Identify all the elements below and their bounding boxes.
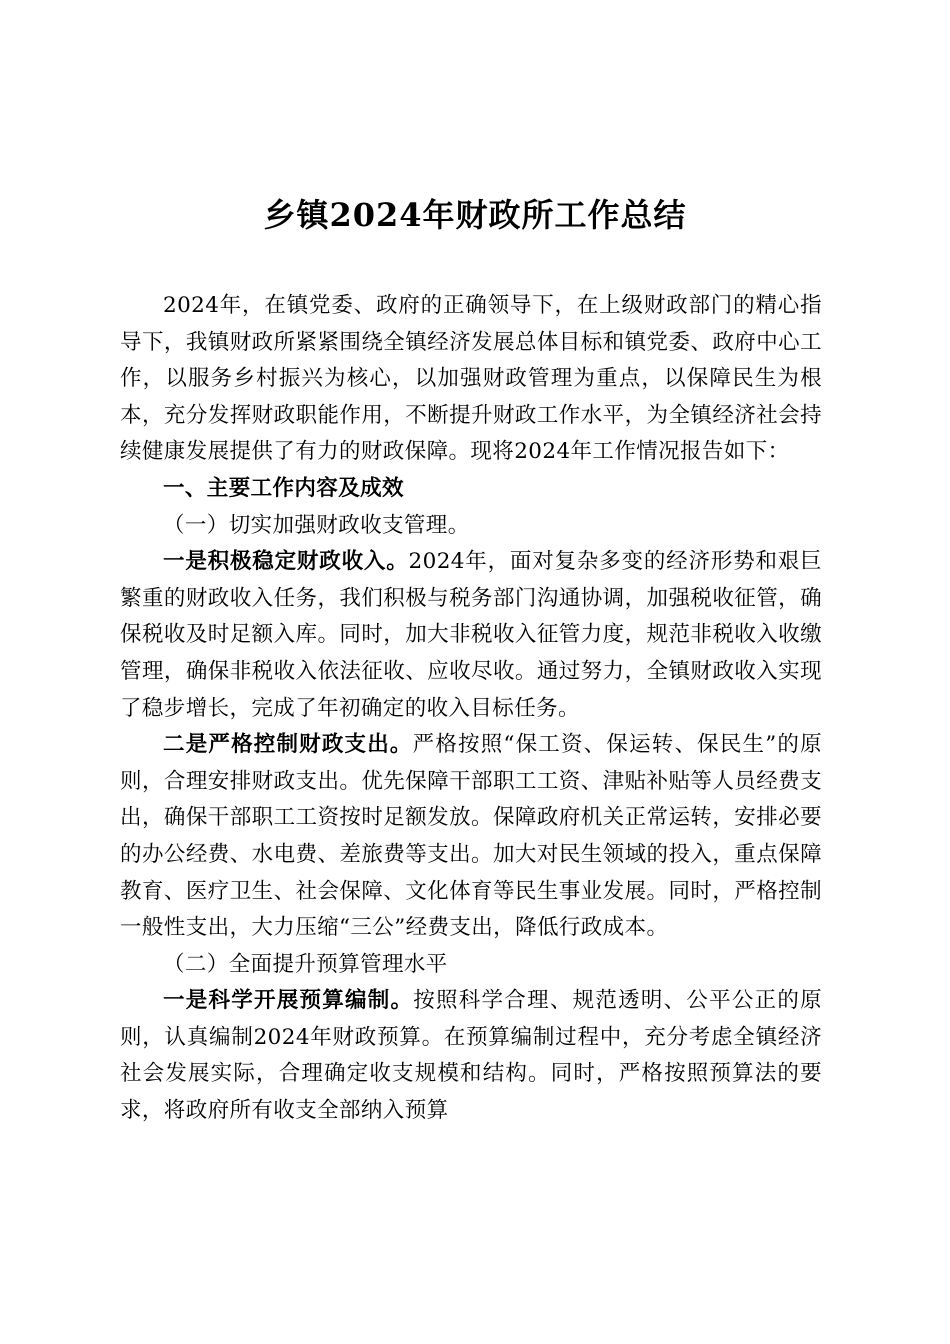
document-body [120, 288, 822, 1130]
paragraph-revenue [120, 544, 822, 727]
paragraph-expenditure [120, 727, 822, 947]
paragraph-body: 严格按照“保工资、保运转、保民生”的原则，合理安排财政支出。优先保障干部职工工资、津贴补贴等人员经费支出，确保干部职工工资按时足额发放。保障政府机关正常运转，安排必要的办公经费、水电费、差旅费等支出。加大对民生领域的投入，重点保障教育、医疗卫生、社会保障、文化体育等民生事业发展。同时，严格控制一般性支出，大力压缩“三公”经费支出，降低行政成本。 [120, 732, 823, 941]
document-title: 乡镇2024年财政所工作总结 [263, 196, 687, 234]
subsection-heading-1: （一）切实加强财政收支管理。 [163, 512, 470, 538]
paragraph-body: 2024年，面对复杂多变的经济形势和艰巨繁重的财政收入任务，我们积极与税务部门沟通协调，加强税收征管，确保税收及时足额入库。同时，加大非税收入征管力度，规范非税收入收缴管理，确保非税收入依法征收、应收尽收。通过努力，全镇财政收入实现了稳步增长，完成了年初确定的收入目标任务。 [120, 549, 823, 721]
intro-paragraph: 2024年，在镇党委、政府的正确领导下，在上级财政部门的精心指导下，我镇财政所紧紧围绕全镇经济发展总体目标和镇党委、政府中心工作，以服务乡村振兴为核心，以加强财政管理为重点，以保障民生为根本，充分发挥财政职能作用，不断提升财政工作水平，为全镇经济社会持续健康发展提供了有力的财政保障。现将2024年工作情况报告如下： [120, 293, 822, 465]
subsection-heading-2: （二）全面提升预算管理水平 [163, 951, 448, 977]
paragraph-lead: 一是科学开展预算编制。 [163, 988, 414, 1014]
section-heading: 一、主要工作内容及成效 [163, 475, 404, 501]
paragraph-lead: 一是积极稳定财政收入。 [163, 549, 409, 575]
paragraph-lead: 二是严格控制财政支出。 [163, 732, 413, 758]
paragraph-budget [120, 983, 822, 1129]
paragraph-body: 按照科学合理、规范透明、公平公正的原则，认真编制2024年财政预算。在预算编制过程中，充分考虑全镇经济社会发展实际，合理确定收支规模和结构。同时，严格按照预算法的要求，将政府所有收支全部纳入预算 [120, 988, 823, 1124]
